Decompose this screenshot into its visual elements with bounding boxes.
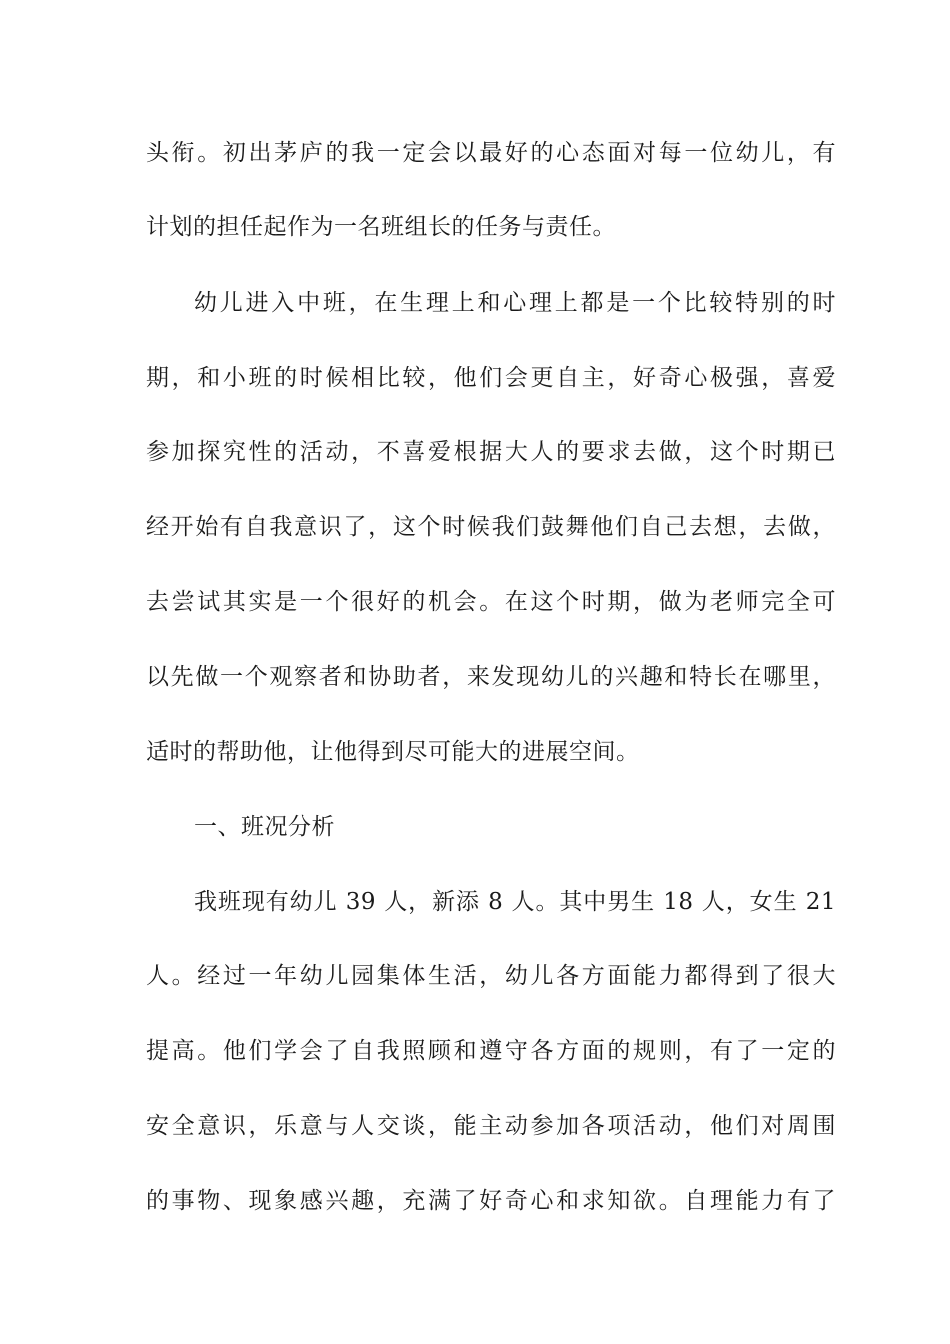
paragraph-line: 我班现有幼儿 39 人，新添 8 人。其中男生 18 人，女生 21: [194, 889, 836, 915]
section-heading: 一、班况分析: [194, 814, 335, 840]
paragraph-line: 的事物、现象感兴趣，充满了好奇心和求知欲。自理能力有了: [146, 1188, 836, 1214]
paragraph-line: 幼儿进入中班，在生理上和心理上都是一个比较特别的时: [194, 290, 836, 316]
paragraph-line: 头衔。初出茅庐的我一定会以最好的心态面对每一位幼儿，有: [146, 140, 836, 166]
paragraph-line: 以先做一个观察者和协助者，来发现幼儿的兴趣和特长在哪里，: [146, 664, 836, 690]
paragraph-line: 去尝试其实是一个很好的机会。在这个时期，做为老师完全可: [146, 589, 836, 615]
paragraph-line: 提高。他们学会了自我照顾和遵守各方面的规则，有了一定的: [146, 1038, 836, 1064]
paragraph-line: 适时的帮助他，让他得到尽可能大的进展空间。: [146, 739, 640, 765]
paragraph-line: 人。经过一年幼儿园集体生活，幼儿各方面能力都得到了很大: [146, 963, 836, 989]
paragraph-line: 经开始有自我意识了，这个时候我们鼓舞他们自己去想，去做，: [146, 514, 836, 540]
paragraph-line: 参加探究性的活动，不喜爱根据大人的要求去做，这个时期已: [146, 439, 836, 465]
paragraph-line: 安全意识，乐意与人交谈，能主动参加各项活动，他们对周围: [146, 1113, 836, 1139]
paragraph-line: 计划的担任起作为一名班组长的任务与责任。: [146, 214, 616, 240]
paragraph-line: 期，和小班的时候相比较，他们会更自主，好奇心极强，喜爱: [146, 365, 836, 391]
